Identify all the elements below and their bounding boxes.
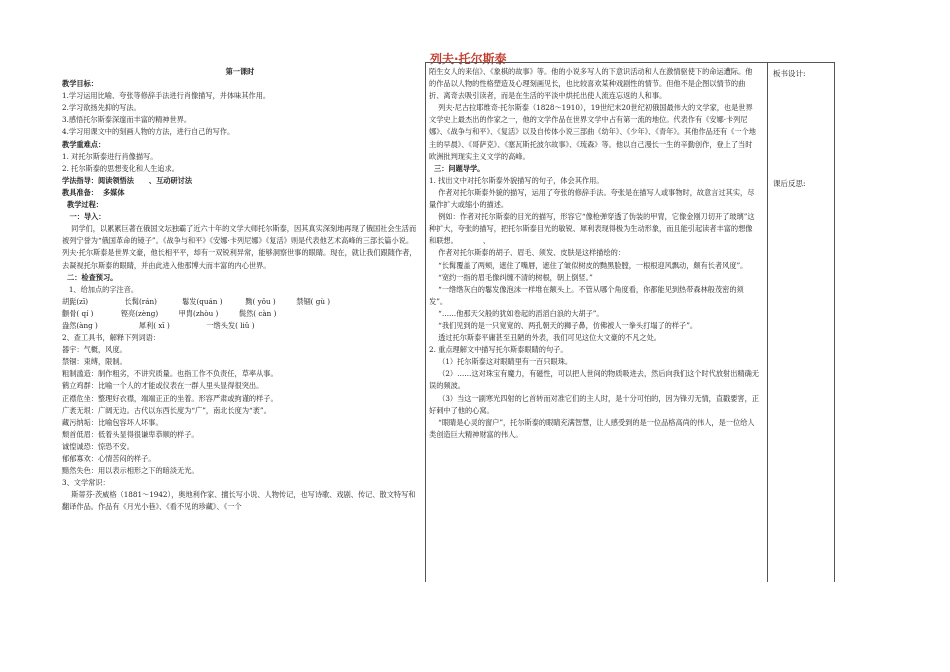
left-column-paragraph: 黯然失色：用以表示相形之下的暗淡无光。 [62, 466, 199, 476]
middle-column-paragraph: “……他那天父般的犹如卷起的滔滔白浪的大胡子”。 [429, 308, 604, 318]
middle-column-paragraph: 例如：作者对托尔斯泰的目光的描写，形容它“像枪弹穿透了伪装的甲胄，它像金刚刀切开了玻璃”这种扩大，夸张的描写，把托尔斯泰目光的敏锐、犀利表现得极为生动形象，而且能引起读者丰富的想像和联想。 、 [429, 212, 755, 246]
middle-column-paragraph: 作者对托尔斯泰的胡子、眉毛、须发、皮肤是这样描绘的： [429, 248, 626, 258]
middle-column-paragraph: 作者对托尔斯泰外貌的描写，运用了夸张的修辞手法。夸张是在描写人或事物时，故意言过其实，尽量作扩大或缩小的描述。 [429, 187, 755, 210]
left-column-paragraph: 颓首低眉：低着头显得很谦卑恭顺的样子。 [62, 429, 199, 439]
left-column-paragraph: 颧骨( qí ) 铿亮(zèng) 甲胄(zhòu ) 鬓然( càn ) [62, 308, 277, 318]
middle-column-paragraph: “一绺绺灰白的鬈发像泡沫一样堆在额头上。不管从哪个角度看，你都能见到热带森林般茂密的须发”。 [429, 284, 744, 306]
left-column-paragraph: 盎然(àng ) 犀利( xī ) 一绺头发( liǔ ) [62, 320, 255, 330]
left-column-paragraph: 广袤无垠：广阔无边。古代以东西长度为“广”，南北长度为“袤”。 [62, 405, 271, 415]
left-column-paragraph: 禁锢：束缚，限制。 [62, 357, 127, 367]
middle-column-paragraph: 1. 找出文中对托尔斯泰外貌描写的句子，体会其作用。 [429, 175, 604, 185]
left-column-paragraph: 鹤立鸡群：比喻一个人的才能或仪表在一群人里头显得很突出。 [62, 381, 264, 391]
left-column-paragraph: 1.学习运用比喻、夸张等修辞手法进行肖像描写，并体味其作用。 [62, 91, 271, 101]
left-column-paragraph: 教学重难点： [62, 139, 106, 149]
left-column-paragraph: 1. 对托尔斯泰进行肖像描写。 [62, 151, 158, 161]
middle-column-paragraph: （3）当这一副寒光四射的匕首转而对准它们的主人时，是十分可怕的，因为锋刃无情，直戳要害，正好刺中了他的心窝。 [429, 393, 759, 415]
middle-column-paragraph: “宽约一指的眉毛像纠缠不清的树根，朝上倒竖。” [429, 272, 593, 282]
middle-column-paragraph: “长髯覆盖了两颊，遮住了嘴唇，遮住了皱似树皮的黝黑脸膛，一根根迎风飘动，颇有长者风度”。 [429, 260, 748, 270]
left-column-paragraph: 器宇：气概，风度。 [62, 345, 127, 355]
middle-column-paragraph: （1）托尔斯泰这对眼睛里有一百只眼珠。 [429, 357, 573, 367]
column-divider-right [767, 62, 768, 582]
left-column-paragraph: 正襟危坐：整理好衣襟，端端正正的坐着。形容严肃或拘谨的样子。 [62, 393, 278, 403]
left-column-paragraph: 3、文学常识： [62, 478, 110, 488]
middle-column-paragraph: “眼睛是心灵的窗户”，托尔斯泰的眼睛充满智慧，让人感受到的是一位品格高尚的伟人，是一位给人类创造巨大精神财富的伟人。 [429, 417, 755, 439]
middle-column-paragraph: 列夫·尼古拉耶维奇·托尔斯泰（1828～1910），19世纪末20世纪初俄国最伟大的文学家，也是世界文学史上最杰出的作家之一，他的文学作品在世界文学中占有第一流的地位。代表作有《安娜·卡列尼娜》、《战争与和平》、《复活》以及自传体小说三部曲《幼年》、《少年》、《青年》。其他作品还有《一个地主的早晨》、《哥萨克》、《塞瓦斯托波尔故事》、《琉森》等。他以自己漫长一生的辛勤创作，登上了当时欧洲批判现实主义文学的高峰。 [429, 103, 756, 161]
middle-column-paragraph: 2. 重点理解文中描写托尔斯泰眼睛的句子。 [429, 345, 568, 355]
left-column-paragraph: 教学过程： [62, 200, 103, 210]
middle-column-paragraph: 陌生女人的来信》、《象棋的故事》等。他的小说多写人的下意识活动和人在激情驱使下的命运遭际。他的作品以人物的性格塑造及心理刻画见长，也比较喜欢某种戏剧性的情节。但他不是企图以情节的曲折、离奇去吸引读者，而是在生活的平淡中烘托出使人流连忘返的人和事。 [429, 67, 753, 101]
left-column-paragraph: 2.学习欲扬先抑的写法。 [62, 103, 141, 113]
left-column-paragraph: 斯蒂芬·茨威格（1881～1942），奥地利作家、擅长写小说、人物传记，也写诗歌、戏剧、传记、散文特写和翻译作品。作品有《月光小巷》、《看不见的珍藏》、《一个 [62, 490, 416, 512]
board-design-label: 板书设计: [773, 69, 806, 78]
middle-column-paragraph: 透过托尔斯泰平庸甚至丑陋的外表，我们可见这位大文豪的不凡之处。 [429, 333, 661, 343]
left-column-paragraph: 二：检查预习。 [62, 272, 118, 282]
left-column-paragraph: 一：导入： [62, 212, 106, 222]
left-column-paragraph: 郁郁寡欢：心情苦闷的样子。 [62, 454, 156, 463]
middle-column-paragraph: （2）……这对珠宝有魔力，有磁性，可以把人世间的物质吸进去，然后向我们这个时代放射出精确无误的频波。 [429, 369, 759, 391]
left-column-paragraph: 粗制滥造：制作粗劣，不讲究质量。也指工作不负责任，草率从事。 [62, 369, 278, 379]
title-rule [425, 62, 834, 63]
middle-column-paragraph: “我们见到的是一只宽宽的、两孔朝天的狮子鼻，仿佛被人一拳头打塌了的样子”。 [429, 320, 698, 330]
left-column-paragraph: 2. 托尔斯泰的思想变化和人生追求。 [62, 163, 179, 173]
left-column-paragraph: 学法指导：阅读领悟法 、互动研讨法 [62, 175, 193, 185]
left-column-paragraph: 藏污纳垢：比喻包容坏人坏事。 [62, 417, 163, 427]
middle-column-paragraph: 三：问题导学。 [429, 163, 485, 173]
left-column-paragraph: 4.学习用课文中的刻画人物的方法，进行自己的写作。 [62, 127, 235, 137]
document-title: 列夫·托尔斯泰 [430, 52, 507, 66]
left-column-paragraph: 第一课时 [225, 67, 255, 76]
left-column-paragraph: 诚惶诚恐：惊恐不安。 [62, 441, 134, 451]
left-column-paragraph: 同学们，以累累巨著在俄国文坛独霸了近六十年的文学大师托尔斯泰，因其真实深刻地再现了俄国社会生活而被列宁誉为“俄国革命的镜子”。《战争与和平》《安娜·卡列尼娜》《复活》则是代表他艺术高峰的三部长篇小说。列夫·托尔斯泰是世界文豪，他长相平平，却有一双锐利异常，能够洞察世事的眼睛。现在，就让我们跟随作者，去凝视托尔斯泰的眼睛，并由此进入他那博大而丰富的内心世界。 [62, 224, 417, 270]
left-column-paragraph: 2、查工具书，解释下列词语： [62, 333, 161, 343]
left-column-paragraph: 3.感悟托尔斯泰深邃而丰富的精神世界。 [62, 115, 192, 125]
left-column [62, 66, 418, 513]
sidebar-right-border [834, 62, 835, 582]
reflection-label: 课后反思: [773, 179, 806, 188]
left-column-paragraph: 胡髭(zī) 长髯(rán) 鬈发(quán ) 黝( yǒu ) 禁锢( gù ) [62, 296, 331, 306]
column-divider-left [425, 62, 426, 582]
left-column-paragraph: 1、给加点的字注音。 [62, 284, 139, 294]
middle-column [429, 66, 759, 441]
left-column-paragraph: 教具准备： 多媒体 [62, 187, 125, 197]
left-column-paragraph: 教学目标： [62, 79, 98, 89]
